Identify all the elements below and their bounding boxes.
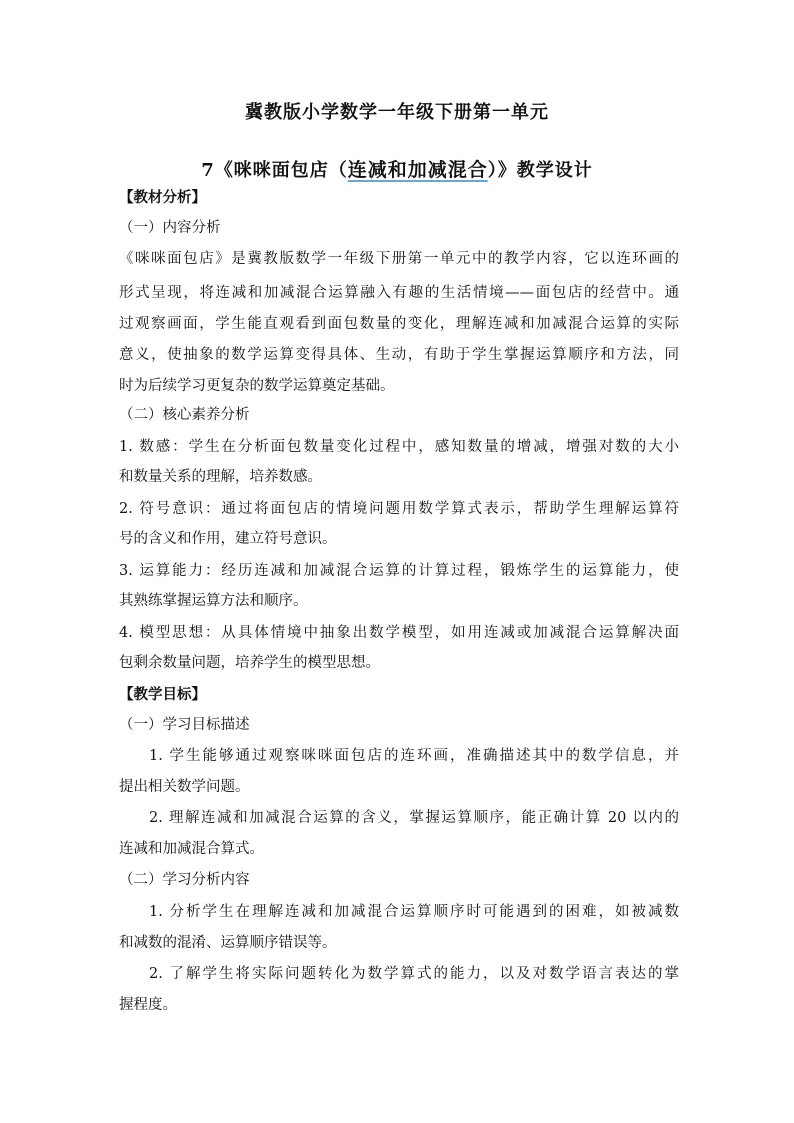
subheading-learning-analysis: （二）学习分析内容 — [119, 872, 250, 888]
unit-title: 冀教版小学数学一年级下册第一单元 — [245, 102, 549, 123]
paragraph-line: 其熟练掌握运算方法和顺序。 — [119, 593, 308, 609]
paragraph-line: 3. 运算能力：经历连减和加减混合运算的计算过程，锻炼学生的运算能力，使 — [119, 563, 679, 579]
paragraph-line: 2. 理解连减和加减混合运算的含义，掌握运算顺序，能正确计算 20 以内的 — [149, 810, 679, 826]
subheading-core-literacy: （二）核心素养分析 — [119, 407, 250, 423]
paragraph-line: 意义，使抽象的数学运算变得具体、生动，有助于学生掌握运算顺序和方法，同 — [119, 347, 679, 363]
paragraph-line: 握程度。 — [119, 997, 177, 1013]
paragraph-line: 2. 符号意识：通过将面包店的情境问题用数学算式表示，帮助学生理解运算符 — [119, 501, 679, 517]
paragraph-line: 形式呈现，将连减和加减混合运算融入有趣的生活情境——面包店的经营中。通 — [119, 285, 679, 301]
paragraph-line: 包剩余数量问题，培养学生的模型思想。 — [119, 655, 380, 671]
paragraph-line: 连减和加减混合算式。 — [119, 841, 264, 857]
paragraph-line: 《咪咪面包店》是冀教版数学一年级下册第一单元中的教学内容，它以连环画的 — [119, 251, 679, 267]
paragraph-line: 提出相关数学问题。 — [119, 779, 250, 795]
paragraph-line: 和减数的混淆、运算顺序错误等。 — [119, 935, 337, 951]
paragraph-line: 号的含义和作用，建立符号意识。 — [119, 531, 337, 547]
paragraph-line: 过观察画面，学生能直观看到面包数量的变化，理解连减和加减混合运算的实际 — [119, 316, 679, 332]
paragraph-line: 2. 了解学生将实际问题转化为数学算式的能力，以及对数学语言表达的掌 — [149, 966, 679, 982]
lesson-title-suffix: ）》教学设计 — [487, 160, 593, 181]
section-heading-textbook-analysis: 【教材分析】 — [119, 189, 206, 206]
lesson-title — [0, 155, 794, 182]
lesson-title-highlight: 连减和加减混合 — [347, 159, 488, 181]
paragraph-line: 时为后续学习更复杂的数学运算奠定基础。 — [119, 378, 395, 394]
paragraph-line: 1. 分析学生在理解连减和加减混合运算顺序时可能遇到的困难，如被减数 — [149, 904, 679, 920]
subheading-learning-goals: （一）学习目标描述 — [119, 717, 250, 733]
paragraph-line: 1. 学生能够通过观察咪咪面包店的连环画，准确描述其中的数学信息，并 — [149, 748, 679, 764]
lesson-title-prefix: 7《咪咪面包店（ — [201, 160, 348, 181]
section-heading-teaching-goals: 【教学目标】 — [119, 686, 206, 703]
paragraph-line: 4. 模型思想：从具体情境中抽象出数学模型，如用连减或加减混合运算解决面 — [119, 625, 679, 641]
subheading-content-analysis: （一）内容分析 — [119, 220, 221, 236]
paragraph-line: 1. 数感：学生在分析面包数量变化过程中，感知数量的增减，增强对数的大小 — [119, 439, 679, 455]
paragraph-line: 和数量关系的理解，培养数感。 — [119, 469, 322, 485]
